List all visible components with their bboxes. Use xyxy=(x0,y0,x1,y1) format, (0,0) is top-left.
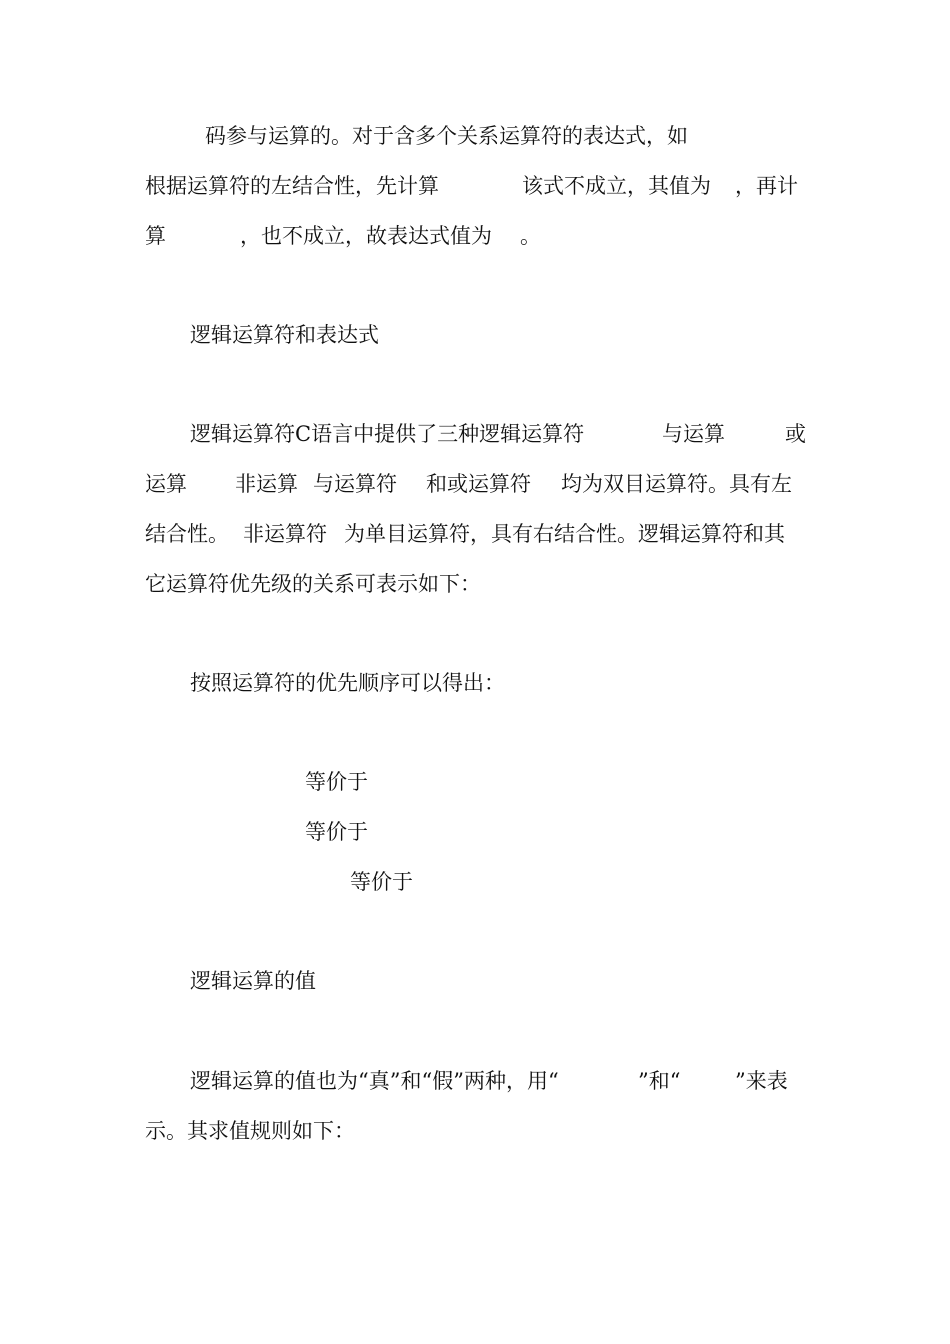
p4-line-1-part-c: ”来表 xyxy=(735,1069,788,1093)
p2-line-1-part-b: 与运算 xyxy=(662,422,725,446)
p1-line-3-part-a: 算 xyxy=(145,224,166,248)
equiv-line-2-text: 等价于 xyxy=(305,820,368,844)
p1-line-2-part-b: 该式不成立，其值为 xyxy=(522,174,711,198)
p2-line-3-part-c: 为单目运算符，具有右结合性。逻辑运算符和其 xyxy=(344,522,785,546)
equiv-line-3-text: 等价于 xyxy=(350,870,413,894)
p2-line-3-part-a: 结合性。 xyxy=(145,522,229,546)
p2-line-1-part-a: 逻辑运算符C语言中提供了三种逻辑运算符 xyxy=(190,422,585,446)
p4-line-1-part-a: 逻辑运算的值也为“真”和“假”两种，用“ xyxy=(190,1069,559,1093)
p1-line-2-part-a: 根据运算符的左结合性，先计算 xyxy=(145,174,439,198)
p1-line-2-part-c: ，再计 xyxy=(735,174,798,198)
section-heading-2-text: 逻辑运算的值 xyxy=(190,969,316,993)
p1-line-3-part-b: ，也不成立，故表达式值为 xyxy=(240,224,492,248)
p2-line-2-part-a: 运算 xyxy=(145,472,187,496)
p2-line-2-part-d: 和或运算符 xyxy=(426,472,531,496)
p4-line-2-text: 示。其求值规则如下： xyxy=(145,1119,355,1143)
p2-line-1-part-c: 或 xyxy=(785,422,806,446)
p1-line-1-text: 码参与运算的。对于含多个关系运算符的表达式，如 xyxy=(205,124,688,148)
p2-line-2-part-c: 与运算符 xyxy=(313,472,397,496)
p2-line-2-part-e: 均为双目运算符。具有左 xyxy=(561,472,792,496)
p1-line-3-part-c: 。 xyxy=(520,224,541,248)
p3-line-1-text: 按照运算符的优先顺序可以得出： xyxy=(190,671,505,695)
p2-line-3-part-b: 非运算符 xyxy=(243,522,327,546)
equiv-line-1-text: 等价于 xyxy=(305,770,368,794)
p2-line-2-part-b: 非运算 xyxy=(235,472,298,496)
p4-line-1-part-b: ”和“ xyxy=(638,1069,681,1093)
p2-line-4-text: 它运算符优先级的关系可表示如下： xyxy=(145,572,481,596)
section-heading-text: 逻辑运算符和表达式 xyxy=(190,323,379,347)
